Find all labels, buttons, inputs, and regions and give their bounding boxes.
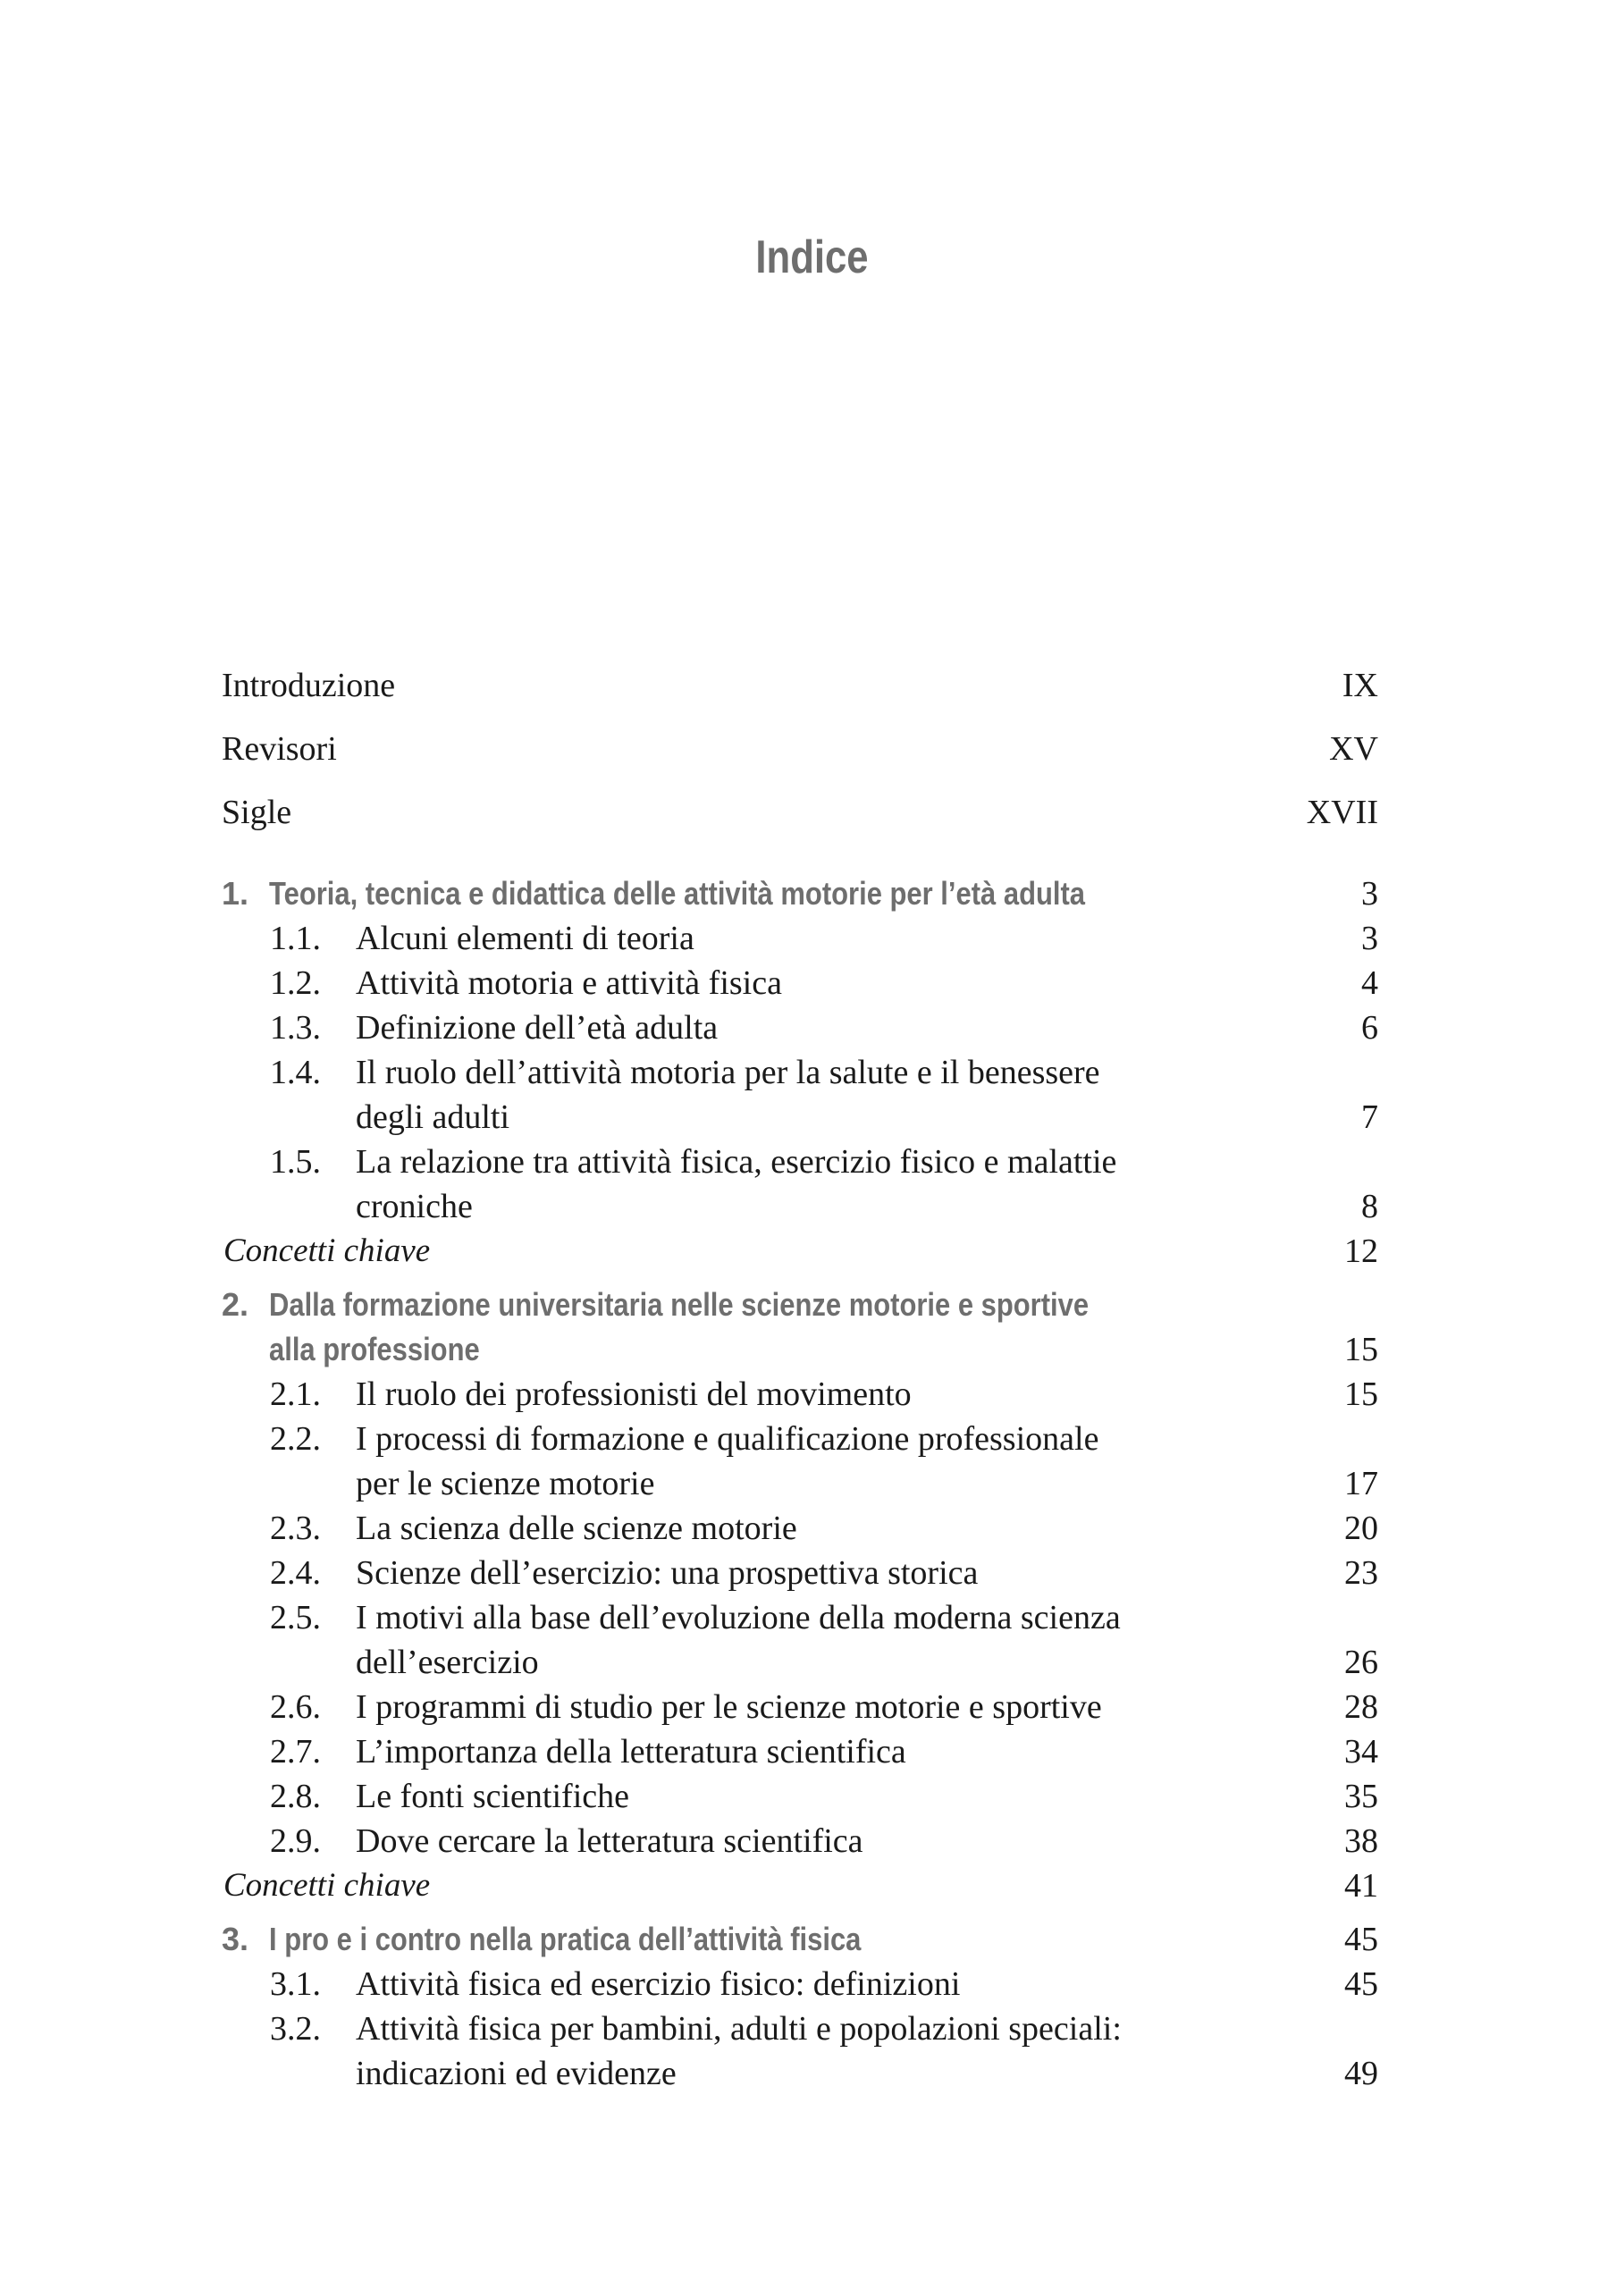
section-number: 2.6. <box>270 1688 321 1726</box>
section-number: 2.1. <box>270 1375 321 1413</box>
toc-page-number: 45 <box>1344 1921 1378 1958</box>
toc-page-number: 38 <box>1344 1822 1378 1860</box>
section-title: Il ruolo dei professionisti del movimento <box>356 1375 912 1413</box>
section-title-line: dell’esercizio <box>356 1644 539 1681</box>
toc-page-number: 26 <box>1344 1644 1378 1681</box>
toc-section-2-6[interactable] <box>222 1685 1378 1729</box>
section-number: 3.1. <box>270 1965 321 2003</box>
section-number: 2.3. <box>270 1510 321 1547</box>
page-title: Indice <box>755 231 869 283</box>
toc-page-number: 8 <box>1361 1188 1378 1225</box>
section-number: 1.1. <box>270 920 321 957</box>
toc-section-1-1[interactable] <box>222 916 1378 961</box>
key-concepts-label: Concetti chiave <box>223 1232 431 1269</box>
section-title: Attività fisica ed esercizio fisico: definizioni <box>356 1965 961 2003</box>
section-number: 2.7. <box>270 1733 321 1771</box>
toc-entry-introduzione[interactable] <box>222 654 1378 718</box>
chapter-number: 2. <box>222 1286 249 1323</box>
chapter-heading-1[interactable] <box>222 868 1378 916</box>
toc-section-1-4[interactable] <box>222 1050 1378 1140</box>
chapter-title-line: Dalla formazione universitaria nelle scienze motorie e sportive <box>269 1286 1090 1323</box>
section-title: Attività motoria e attività fisica <box>356 964 782 1002</box>
section-title-line: indicazioni ed evidenze <box>356 2055 677 2092</box>
toc-page-number: XVII <box>1306 794 1378 831</box>
section-title: Definizione dell’età adulta <box>356 1009 719 1047</box>
chapter-title: Teoria, tecnica e didattica delle attività motorie per l’età adulta <box>269 875 1086 912</box>
toc-page-number: 4 <box>1361 964 1378 1002</box>
toc-page-number: 20 <box>1344 1510 1378 1547</box>
toc-page-number: 15 <box>1344 1375 1378 1413</box>
section-number: 2.8. <box>270 1778 321 1815</box>
toc-section-1-5[interactable] <box>222 1140 1378 1229</box>
toc-page-number: XV <box>1329 730 1378 768</box>
toc-page-number: 41 <box>1344 1867 1378 1905</box>
section-number: 2.5. <box>270 1599 321 1636</box>
section-number: 3.2. <box>270 2010 321 2048</box>
section-title: Dove cercare la letteratura scientifica <box>356 1822 863 1860</box>
section-title: La scienza delle scienze motorie <box>356 1510 797 1547</box>
chapter-number: 3. <box>222 1921 249 1957</box>
toc-page-number: 6 <box>1361 1009 1378 1047</box>
chapter-number: 1. <box>222 875 249 912</box>
chapter-heading-2[interactable] <box>222 1279 1378 1372</box>
toc-entry-label: Introduzione <box>222 667 396 704</box>
toc-section-2-2[interactable] <box>222 1417 1378 1506</box>
section-title-line: Attività fisica per bambini, adulti e popolazioni speciali: <box>356 2010 1122 2048</box>
toc-section-2-4[interactable] <box>222 1551 1378 1595</box>
section-title-line: I processi di formazione e qualificazione professionale <box>356 1420 1099 1458</box>
toc-key-concepts-2[interactable] <box>222 1863 1378 1908</box>
toc-section-2-8[interactable] <box>222 1774 1378 1819</box>
section-number: 2.4. <box>270 1554 321 1592</box>
chapter-title-line: alla professione <box>269 1331 480 1367</box>
toc-entry-revisori[interactable] <box>222 718 1378 781</box>
toc-page-number: 3 <box>1361 875 1378 913</box>
section-number: 1.4. <box>270 1054 321 1091</box>
toc-page-number: 23 <box>1344 1554 1378 1592</box>
section-title-line: I motivi alla base dell’evoluzione della moderna scienza <box>356 1599 1121 1636</box>
section-title-line: croniche <box>356 1188 473 1225</box>
toc-page-number: 34 <box>1344 1733 1378 1771</box>
toc-entry-label: Revisori <box>222 730 337 768</box>
section-title: Alcuni elementi di teoria <box>356 920 694 957</box>
toc-entry-sigle[interactable] <box>222 781 1378 845</box>
toc-section-2-5[interactable] <box>222 1595 1378 1685</box>
toc-page-number: 12 <box>1344 1232 1378 1270</box>
spacer <box>222 845 1378 868</box>
section-number: 1.5. <box>270 1143 321 1181</box>
toc-key-concepts-1[interactable] <box>222 1229 1378 1274</box>
toc-page-number: 15 <box>1344 1331 1378 1368</box>
toc-section-2-1[interactable] <box>222 1372 1378 1417</box>
section-title-line: per le scienze motorie <box>356 1465 655 1502</box>
toc-section-1-2[interactable] <box>222 961 1378 1005</box>
chapter-title: I pro e i contro nella pratica dell’attività fisica <box>269 1921 862 1957</box>
key-concepts-label: Concetti chiave <box>223 1867 431 1904</box>
table-of-contents <box>222 654 1378 2096</box>
section-title: L’importanza della letteratura scientifica <box>356 1733 906 1771</box>
toc-section-1-3[interactable] <box>222 1005 1378 1050</box>
toc-section-2-9[interactable] <box>222 1819 1378 1863</box>
toc-section-3-1[interactable] <box>222 1962 1378 2006</box>
section-number: 1.2. <box>270 964 321 1002</box>
section-title: Scienze dell’esercizio: una prospettiva storica <box>356 1554 979 1592</box>
toc-section-2-3[interactable] <box>222 1506 1378 1551</box>
section-title: I programmi di studio per le scienze motorie e sportive <box>356 1688 1102 1726</box>
toc-page-number: 45 <box>1344 1965 1378 2003</box>
chapter-heading-3[interactable] <box>222 1914 1378 1962</box>
section-title-line: Il ruolo dell’attività motoria per la salute e il benessere <box>356 1054 1100 1091</box>
section-title-line: degli adulti <box>356 1098 510 1136</box>
toc-section-3-2[interactable] <box>222 2006 1378 2096</box>
toc-page-number: 49 <box>1344 2055 1378 2092</box>
section-number: 1.3. <box>270 1009 321 1047</box>
section-title: Le fonti scientifiche <box>356 1778 629 1815</box>
section-number: 2.2. <box>270 1420 321 1458</box>
toc-page-number: 35 <box>1344 1778 1378 1815</box>
toc-page-number: 28 <box>1344 1688 1378 1726</box>
toc-page-number: 17 <box>1344 1465 1378 1502</box>
toc-section-2-7[interactable] <box>222 1729 1378 1774</box>
toc-page-number: IX <box>1342 667 1378 704</box>
toc-page-number: 7 <box>1361 1098 1378 1136</box>
toc-page-number: 3 <box>1361 920 1378 957</box>
section-number: 2.9. <box>270 1822 321 1860</box>
toc-entry-label: Sigle <box>222 794 292 831</box>
section-title-line: La relazione tra attività fisica, esercizio fisico e malattie <box>356 1143 1117 1181</box>
